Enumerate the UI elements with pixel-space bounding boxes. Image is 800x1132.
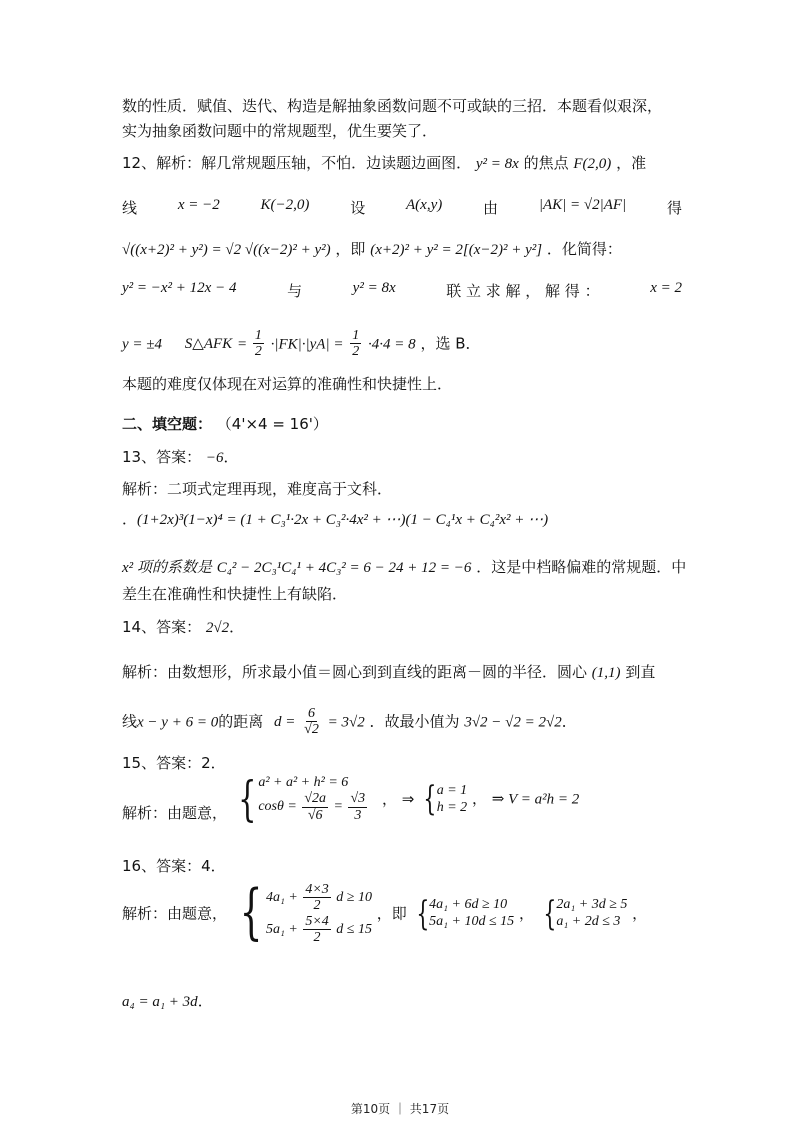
answer-label: 13、答案：	[122, 448, 202, 466]
q12-line-2	[122, 197, 682, 218]
numerator: √3	[350, 791, 366, 807]
q12-text: 的焦点	[523, 154, 569, 172]
answer-value: −6	[205, 450, 224, 466]
math-expr: 2a₁ + 3d ≥ 5	[556, 897, 628, 913]
math-expr: = 3√2	[327, 714, 365, 731]
section-title: 二、填空题：	[122, 415, 213, 433]
equation-system	[232, 877, 372, 947]
q12-text: 设	[350, 199, 366, 217]
q12-line-4	[122, 280, 682, 301]
fraction	[348, 791, 367, 823]
paragraph-text: 实为抽象函数问题中的常规题型，优生要笑了．	[122, 122, 438, 140]
fraction	[302, 791, 328, 823]
q12-text: 联 立 求 解 ， 解 得 ：	[446, 282, 600, 300]
math-expr: x − y + 6 = 0	[137, 714, 219, 731]
paragraph-text: 解析：由题意，	[122, 804, 228, 822]
math-expr: |AK| = √2|AF|	[538, 197, 627, 213]
q12-text: ．化简得：	[546, 240, 622, 258]
numerator: 6	[308, 706, 315, 721]
math-expr: a₁ + 2d ≤ 3	[556, 914, 621, 930]
text-line	[122, 373, 682, 394]
math-expr: d ≥ 10	[336, 890, 372, 906]
q13-equation: ．(1+2x)³(1−x)⁴ = (1 + C₃¹·2x + C₃²·4x² + ⋯)(1 − C₄¹x + C₄²x² + ⋯)	[122, 510, 549, 528]
math-expr: a = 1	[436, 782, 468, 798]
math-row	[266, 882, 372, 914]
math-expr: x = −2	[177, 197, 220, 213]
denominator: √6	[307, 807, 323, 823]
fraction	[303, 882, 330, 914]
denominator: 2	[352, 344, 360, 360]
math-expr: ⇒ V = a²h = 2	[491, 791, 580, 808]
paragraph-text: ．这是中档略偏难的常规题．中	[476, 558, 687, 576]
math-expr: =	[236, 336, 251, 353]
math-expr: ·4·4 = 8	[368, 336, 416, 353]
q12-text: ，准	[616, 154, 647, 172]
page-footer: 第10页 ｜ 共17页	[350, 1102, 450, 1116]
q14-line-1	[122, 661, 682, 682]
paragraph-text: ，即	[376, 904, 407, 923]
paragraph-text: 数的性质．赋值、迭代、构造是解抽象函数问题不可或缺的三招．本题看似艰深，	[122, 97, 663, 115]
paragraph-text: 的距离	[218, 712, 264, 731]
brace: {	[237, 771, 257, 827]
brace: {	[239, 877, 263, 947]
q12-line-3	[122, 238, 682, 259]
q12-text: 由	[483, 199, 499, 217]
math-expr: y² = 8x	[475, 156, 519, 172]
math-expr: d =	[274, 714, 296, 731]
q12-line-5	[122, 328, 682, 360]
math-expr: C₄² − 2C₃¹C₄¹ + 4C₃² = 6 − 24 + 12 = −6	[216, 560, 472, 576]
paragraph-text: 到直	[625, 663, 656, 681]
text-line	[122, 120, 682, 141]
math-expr: x² 项的系数是	[122, 560, 212, 576]
math-expr: 3√2 − √2 = 2√2	[464, 714, 562, 731]
q12-text: ，选 B．	[420, 334, 481, 353]
math-expr: (1+2x)³(1−x)⁴ = (1 + C₃¹·2x + C₃²·4x² + ⋯)(1 − C₄¹x + C₄²x² + ⋯)	[137, 512, 549, 528]
paragraph-text: 本题的难度仅体现在对运算的准确性和快捷性上．	[122, 375, 453, 393]
q14-answer: 14、答案： 2√2．	[122, 618, 245, 636]
math-expr: a² + a² + h² = 6	[258, 775, 349, 791]
math-expr: S△AFK	[184, 336, 233, 353]
denominator: 2	[313, 930, 321, 946]
math-expr: =	[333, 799, 343, 815]
denominator: 3	[354, 807, 362, 823]
section-heading	[122, 413, 682, 434]
paragraph-text: ．故最小值为	[369, 712, 460, 731]
q15-solution: 解析：由题意， { a² + a² + h² = 6 cosθ = $\frac{√2a}{√6}$ = $\frac{√3}{3}$ ， ⇒ { a = 1 h = 2 ， ⇒ V = a²h = 2	[122, 771, 580, 827]
math-expr: 5a₁ + 10d ≤ 15	[429, 914, 515, 930]
math-expr: 5a₁ +	[265, 921, 298, 937]
denominator: 2	[313, 898, 321, 914]
q12-line-1	[122, 152, 682, 173]
paragraph-text: 解析：二项式定理再现，难度高于文科．	[122, 480, 393, 498]
math-expr: y² = −x² + 12x − 4	[122, 280, 237, 296]
section-score: （4'×4 = 16'）	[216, 415, 328, 433]
math-row	[266, 914, 372, 946]
q14-line-2: 线x − y + 6 = 0的距离 d = $\frac{6}{√2}$ = 3√2 ．故最小值为 3√2 − √2 = 2√2．	[122, 706, 577, 738]
math-expr: A(x,y)	[406, 197, 443, 213]
fraction	[302, 706, 321, 738]
math-expr: h = 2	[436, 799, 468, 815]
math-expr: y² = 8x	[352, 280, 396, 296]
q13-coefficient	[122, 556, 687, 577]
brace: {	[423, 779, 437, 819]
denominator: 2	[254, 344, 262, 360]
q15-answer	[122, 752, 682, 773]
math-expr: ·|FK|·|yA| =	[270, 336, 344, 353]
answer-label: 16、答案：4．	[122, 857, 226, 875]
math-expr: d ≤ 15	[336, 921, 372, 937]
denominator: √2	[304, 722, 319, 738]
q12-text: 得	[666, 199, 682, 217]
numerator: 4×3	[305, 882, 329, 897]
text-line	[122, 95, 682, 116]
text-line	[122, 583, 682, 604]
equation-system	[539, 893, 628, 934]
q12-text: ，即	[335, 240, 366, 258]
fraction	[350, 328, 361, 360]
answer-label: 14、答案：	[122, 618, 202, 636]
math-expr: 4a₁ + 6d ≥ 10	[429, 897, 508, 913]
answer-label: 15、答案：2．	[122, 754, 226, 772]
numerator: 5×4	[305, 913, 329, 929]
math-expr: 4a₁ +	[265, 890, 298, 906]
paragraph-text: 线	[122, 712, 138, 731]
q13-answer: 13、答案： −6．	[122, 448, 239, 466]
math-expr: a₄ = a₁ + 3d	[122, 994, 198, 1010]
equation-system	[412, 893, 515, 934]
math-expr: (x+2)² + y² = 2[(x−2)² + y²]	[370, 242, 543, 258]
numerator: 1	[254, 328, 262, 343]
math-expr: y = ±4	[122, 336, 163, 353]
brace: {	[415, 893, 429, 934]
math-expr: √((x+2)² + y²) = √2 √((x−2)² + y²)	[122, 242, 331, 258]
fraction	[303, 914, 330, 946]
q12-text: 线	[122, 199, 138, 217]
q12-text: 12、解析：解几常规题压轴，不怕．边读题边画图．	[122, 154, 472, 172]
q12-text: 与	[287, 282, 303, 300]
answer-value: 2√2	[205, 620, 230, 636]
paragraph-text: 解析：由题意，	[122, 904, 228, 923]
math-expr: (1,1)	[591, 665, 621, 681]
numerator: √2a	[304, 791, 327, 807]
brace: {	[543, 893, 557, 934]
paragraph-text: 差生在准确性和快捷性上有缺陷．	[122, 585, 348, 603]
paragraph-text: 解析：由数想形，所求最小值＝圆心到到直线的距离－圆的半径．圆心	[122, 663, 588, 681]
math-expr: F(2,0)	[573, 156, 612, 172]
equation-system	[232, 771, 369, 827]
math-expr: K(−2,0)	[260, 197, 310, 213]
fraction	[253, 328, 264, 360]
numerator: 1	[352, 328, 360, 343]
q16-final: a₄ = a₁ + 3d．	[122, 992, 213, 1010]
q16-solution: 解析：由题意， { 4a₁ + $\frac{4\times 3}{2}$ d ≥ 10 5a₁ + $\frac{5\times 4}{2}$ d ≤ 15 ，即 { 4a₁ + 6d ≥ 10 5a₁ + 10d ≤ 15 ， { 2a₁ + 3d ≥ 5 a₁ + 2d ≤ 3 ，	[122, 877, 648, 947]
q16-answer	[122, 855, 682, 876]
math-row	[258, 791, 369, 823]
equation-system	[419, 779, 468, 819]
text-line	[122, 478, 682, 499]
math-expr: cosθ =	[258, 799, 297, 815]
math-expr: x = 2	[650, 280, 682, 296]
